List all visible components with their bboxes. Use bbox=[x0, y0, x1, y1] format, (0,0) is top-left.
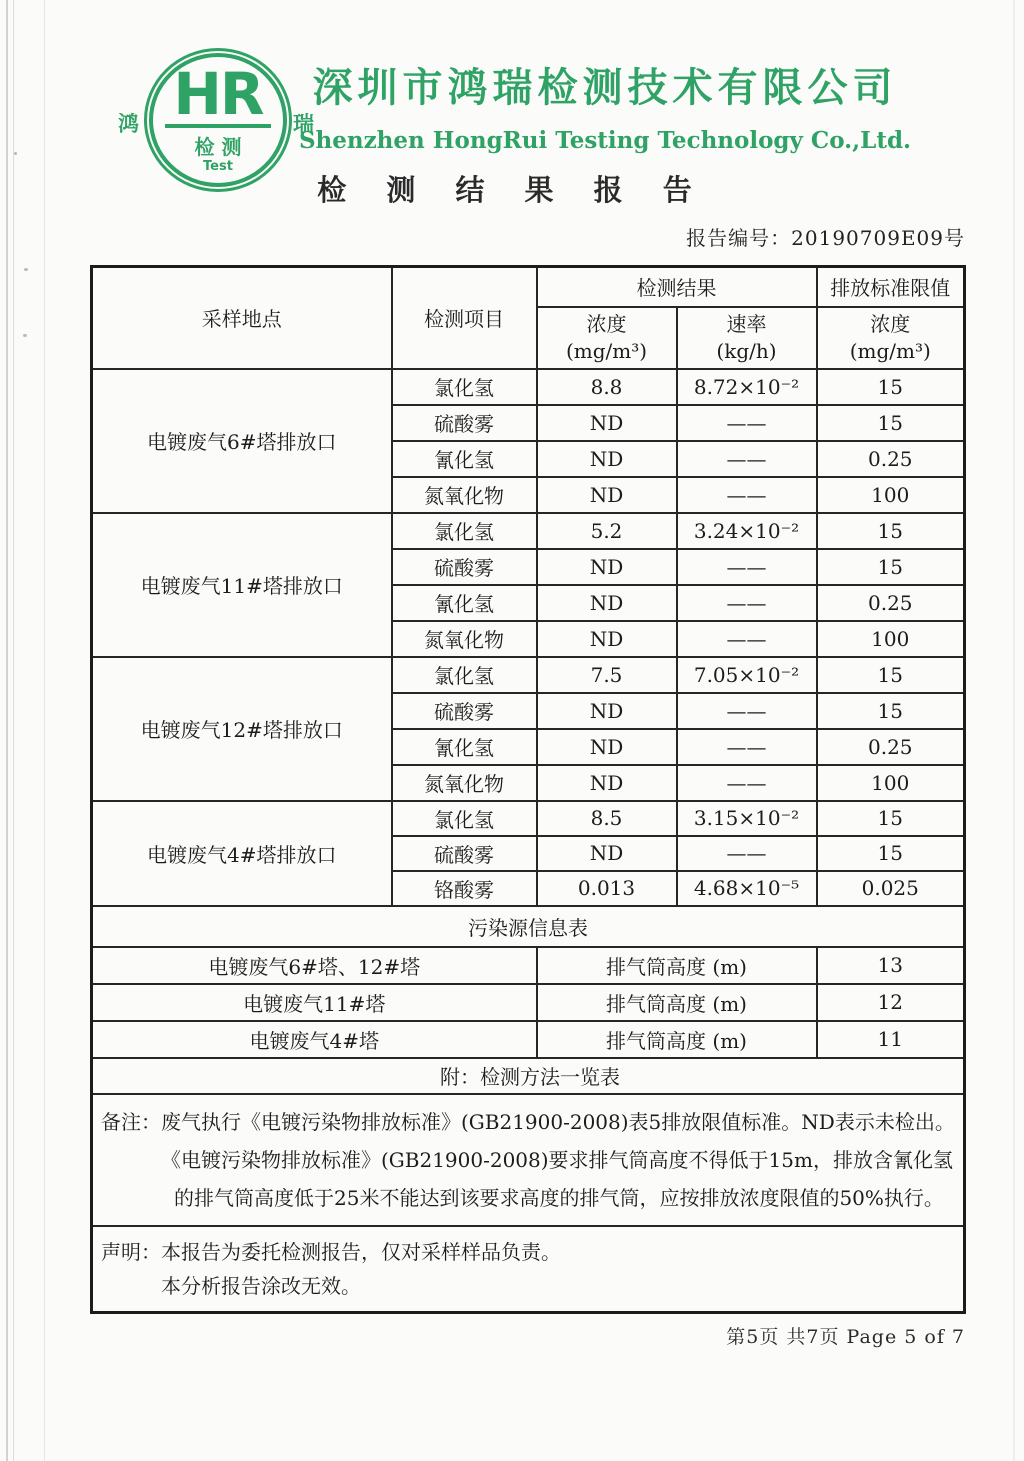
limit-concentration-unit: (mg/m³) bbox=[849, 338, 931, 363]
scan-edge-line bbox=[13, 0, 14, 1461]
concentration-cell: 0.013 bbox=[537, 871, 677, 906]
concentration-cell: ND bbox=[537, 693, 677, 729]
attachment-note: 附：检测方法一览表 bbox=[92, 1058, 965, 1094]
pollution-info-title-row bbox=[92, 906, 965, 947]
limit-cell: 15 bbox=[817, 549, 965, 585]
company-name-cn: 深圳市鸿瑞检测技术有限公司 bbox=[312, 65, 898, 111]
test-item-cell: 氯化氢 bbox=[392, 657, 537, 693]
scan-edge-line bbox=[6, 0, 8, 1461]
concentration-cell: 7.5 bbox=[537, 657, 677, 693]
test-item-cell: 硫酸雾 bbox=[392, 549, 537, 585]
report-number-value: 20190709E09号 bbox=[791, 226, 965, 250]
remarks-row bbox=[92, 1094, 965, 1226]
stack-height-value-cell: 11 bbox=[817, 1021, 965, 1058]
test-item-cell: 氯化氢 bbox=[392, 801, 537, 836]
concentration-unit: (mg/m³) bbox=[565, 338, 648, 363]
concentration-cell: ND bbox=[537, 765, 677, 801]
test-item-cell: 氯化氢 bbox=[392, 369, 537, 405]
table-row bbox=[92, 657, 965, 693]
sampling-location-cell: 电镀废气11#塔排放口 bbox=[92, 513, 392, 657]
limit-cell: 15 bbox=[817, 369, 965, 405]
limit-cell: 100 bbox=[817, 765, 965, 801]
stack-height-value-cell: 12 bbox=[817, 984, 965, 1021]
concentration-cell: ND bbox=[537, 836, 677, 871]
header-limit-concentration bbox=[817, 307, 965, 369]
company-name-en: Shenzhen HongRui Testing Technology Co.,Ltd. bbox=[298, 127, 912, 154]
header-rate bbox=[677, 307, 817, 369]
rate-cell: 7.05×10⁻² bbox=[677, 657, 817, 693]
rate-cell: 4.68×10⁻⁵ bbox=[677, 871, 817, 906]
scan-edge-line bbox=[44, 0, 45, 1461]
logo-char-hong: 鸿 bbox=[118, 112, 139, 136]
header-concentration bbox=[537, 307, 677, 369]
document-title: 检 测 结 果 报 告 bbox=[317, 173, 707, 207]
rate-label: 速率 bbox=[726, 311, 767, 336]
page-footer: 第5页 共7页 Page 5 of 7 bbox=[726, 1326, 965, 1348]
sampling-location-cell: 电镀废气12#塔排放口 bbox=[92, 657, 392, 801]
stack-height-param-cell: 排气筒高度 (m) bbox=[537, 947, 817, 984]
test-item-cell: 氰化氢 bbox=[392, 441, 537, 477]
rate-cell: —— bbox=[677, 621, 817, 657]
logo-subtitle-cn: 检测 bbox=[194, 135, 249, 159]
rate-cell: 3.15×10⁻² bbox=[677, 801, 817, 836]
concentration-cell: ND bbox=[537, 405, 677, 441]
concentration-cell: 8.8 bbox=[537, 369, 677, 405]
test-item-cell: 氰化氢 bbox=[392, 585, 537, 621]
concentration-cell: ND bbox=[537, 549, 677, 585]
concentration-cell: ND bbox=[537, 441, 677, 477]
pollution-source-cell: 电镀废气6#塔、12#塔 bbox=[92, 947, 537, 984]
limit-cell: 0.25 bbox=[817, 729, 965, 765]
rate-cell: —— bbox=[677, 477, 817, 513]
pollution-info-row bbox=[92, 947, 965, 984]
header-test-item: 检测项目 bbox=[392, 267, 537, 369]
rate-cell: —— bbox=[677, 765, 817, 801]
limit-cell: 100 bbox=[817, 477, 965, 513]
concentration-cell: 8.5 bbox=[537, 801, 677, 836]
test-item-cell: 硫酸雾 bbox=[392, 693, 537, 729]
rate-cell: —— bbox=[677, 693, 817, 729]
remarks-line-2: 《电镀污染物排放标准》(GB21900-2008)要求排气筒高度不得低于15m，排放含氰化氢 bbox=[161, 1147, 953, 1172]
attachment-row bbox=[92, 1058, 965, 1094]
scan-speck bbox=[23, 334, 27, 337]
limit-cell: 15 bbox=[817, 657, 965, 693]
statement-line-1: 本报告为委托检测报告，仅对采样样品负责。 bbox=[161, 1239, 561, 1264]
limit-cell: 15 bbox=[817, 801, 965, 836]
logo-char-rui: 瑞 bbox=[293, 112, 314, 136]
concentration-cell: ND bbox=[537, 477, 677, 513]
pollution-info-title: 污染源信息表 bbox=[92, 906, 965, 947]
report-number bbox=[686, 222, 965, 251]
scan-speck bbox=[24, 268, 28, 271]
test-item-cell: 铬酸雾 bbox=[392, 871, 537, 906]
test-item-cell: 氮氧化物 bbox=[392, 765, 537, 801]
concentration-cell: ND bbox=[537, 585, 677, 621]
statement-row bbox=[92, 1226, 965, 1313]
rate-cell: 3.24×10⁻² bbox=[677, 513, 817, 549]
rate-cell: —— bbox=[677, 549, 817, 585]
logo-monogram: HR bbox=[173, 60, 263, 128]
pollution-info-row bbox=[92, 984, 965, 1021]
logo-divider bbox=[165, 124, 271, 128]
scan-speck bbox=[14, 152, 17, 155]
limit-cell: 100 bbox=[817, 621, 965, 657]
report-number-label: 报告编号： bbox=[686, 226, 792, 250]
stack-height-value-cell: 13 bbox=[817, 947, 965, 984]
limit-concentration-label: 浓度 bbox=[870, 311, 911, 336]
table-row bbox=[92, 369, 965, 405]
pollution-source-cell: 电镀废气4#塔 bbox=[92, 1021, 537, 1058]
limit-cell: 0.025 bbox=[817, 871, 965, 906]
concentration-label: 浓度 bbox=[586, 311, 627, 336]
remarks-line-3: 的排气筒高度低于25米不能达到该要求高度的排气筒，应按排放浓度限值的50%执行。 bbox=[174, 1185, 944, 1210]
rate-cell: —— bbox=[677, 729, 817, 765]
limit-cell: 0.25 bbox=[817, 585, 965, 621]
concentration-cell: 5.2 bbox=[537, 513, 677, 549]
concentration-cell: ND bbox=[537, 621, 677, 657]
pollution-source-cell: 电镀废气11#塔 bbox=[92, 984, 537, 1021]
rate-cell: —— bbox=[677, 405, 817, 441]
pollution-info-row bbox=[92, 1021, 965, 1058]
rate-unit: (kg/h) bbox=[716, 338, 777, 363]
rate-cell: —— bbox=[677, 441, 817, 477]
table-header-row-1 bbox=[92, 267, 965, 307]
test-item-cell: 氮氧化物 bbox=[392, 621, 537, 657]
limit-cell: 15 bbox=[817, 405, 965, 441]
header-test-result-group: 检测结果 bbox=[537, 267, 817, 307]
limit-cell: 15 bbox=[817, 836, 965, 871]
test-item-cell: 氮氧化物 bbox=[392, 477, 537, 513]
company-header bbox=[280, 56, 930, 154]
logo-subtitle-en: Test bbox=[203, 159, 233, 174]
limit-cell: 0.25 bbox=[817, 441, 965, 477]
table-row bbox=[92, 801, 965, 836]
header-sampling-location: 采样地点 bbox=[92, 267, 392, 369]
header-limit-group: 排放标准限值 bbox=[817, 267, 965, 307]
stack-height-param-cell: 排气筒高度 (m) bbox=[537, 1021, 817, 1058]
statement-section bbox=[92, 1226, 965, 1313]
scan-edge-line bbox=[1013, 0, 1015, 1461]
remarks-line-1: 废气执行《电镀污染物排放标准》(GB21900-2008)表5排放限值标准。ND表示未检出。 bbox=[161, 1109, 955, 1134]
test-item-cell: 硫酸雾 bbox=[392, 405, 537, 441]
results-table bbox=[90, 265, 966, 1314]
rate-cell: —— bbox=[677, 836, 817, 871]
limit-cell: 15 bbox=[817, 693, 965, 729]
statement-label: 声明： bbox=[101, 1239, 161, 1264]
limit-cell: 15 bbox=[817, 513, 965, 549]
test-item-cell: 氰化氢 bbox=[392, 729, 537, 765]
statement-line-2: 本分析报告涂改无效。 bbox=[161, 1273, 361, 1298]
rate-cell: —— bbox=[677, 585, 817, 621]
concentration-cell: ND bbox=[537, 729, 677, 765]
test-item-cell: 氯化氢 bbox=[392, 513, 537, 549]
rate-cell: 8.72×10⁻² bbox=[677, 369, 817, 405]
stack-height-param-cell: 排气筒高度 (m) bbox=[537, 984, 817, 1021]
sampling-location-cell: 电镀废气6#塔排放口 bbox=[92, 369, 392, 513]
table-row bbox=[92, 513, 965, 549]
test-item-cell: 硫酸雾 bbox=[392, 836, 537, 871]
remarks-label: 备注： bbox=[101, 1109, 161, 1134]
remarks-section bbox=[92, 1094, 965, 1226]
sampling-location-cell: 电镀废气4#塔排放口 bbox=[92, 801, 392, 906]
